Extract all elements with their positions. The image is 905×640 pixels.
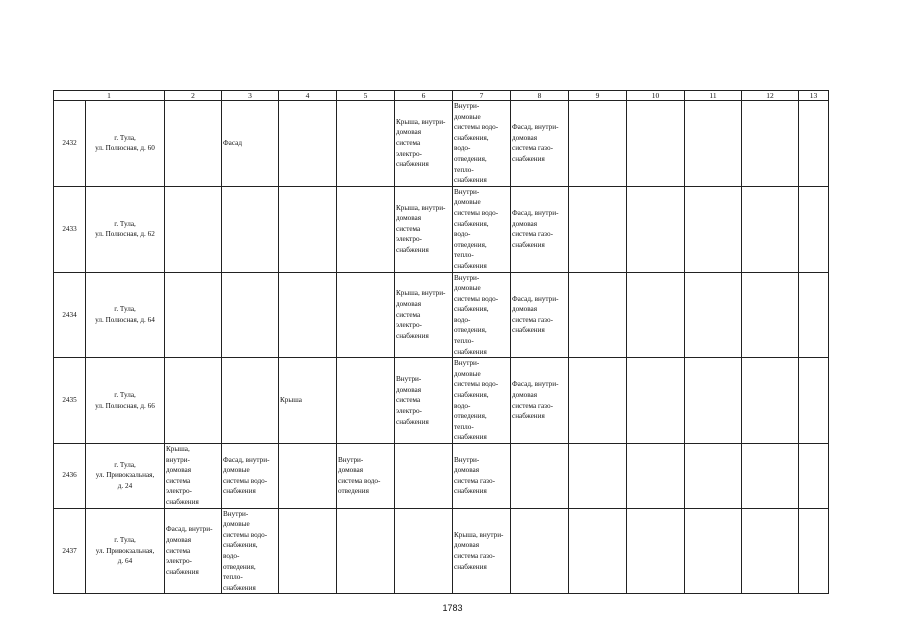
cell-text-line: домовые (223, 520, 250, 529)
address-cell (86, 444, 165, 509)
cell-text-line: г. Тула, (114, 305, 136, 314)
cell-col-5 (337, 358, 395, 444)
cell-text-line: Фасад, внутри- (166, 525, 213, 534)
cell-text-line: Внутри- (454, 102, 480, 110)
cell-text-line: Внутри- (338, 455, 364, 464)
cell-text-line: домовая (512, 219, 538, 228)
cell-text-line: д. 24 (117, 482, 133, 491)
cell-col-11 (685, 358, 742, 444)
table-row (54, 272, 829, 358)
cell-text-line: отведения, (454, 326, 487, 335)
cell-text-line: водо- (454, 401, 471, 410)
cell-col-2 (165, 508, 222, 594)
cell-text-line: водо- (223, 551, 240, 560)
cell-col-8 (511, 508, 569, 594)
cell-text-line: внутри- (166, 455, 190, 464)
cell-col-6 (395, 186, 453, 272)
header-cell-10: 10 (627, 91, 685, 101)
cell-text-line: снабжения (512, 326, 545, 335)
cell-text-line: водо- (454, 315, 471, 324)
cell-col-5 (337, 444, 395, 509)
cell-text-line: г. Тула, (114, 391, 136, 400)
cell-text-line: домовая (166, 536, 192, 545)
header-row (54, 91, 829, 101)
cell-text-line: домовые (454, 369, 481, 378)
cell-col-13 (799, 101, 829, 187)
cell-col-12 (742, 186, 799, 272)
cell-col-9 (569, 508, 627, 594)
cell-col-7 (453, 508, 511, 594)
cell-text-line: снабжения (396, 246, 429, 255)
cell-text-line: домовая (454, 466, 480, 475)
cell-col-9 (569, 186, 627, 272)
cell-col-9 (569, 272, 627, 358)
cell-col-4 (279, 508, 337, 594)
table-body (54, 101, 829, 594)
cell-col-13 (799, 444, 829, 509)
cell-text-line: Крыша, внутри- (396, 289, 446, 298)
cell-col-11 (685, 101, 742, 187)
header-cell-2: 2 (165, 91, 222, 101)
cell-text-line: г. Тула, (114, 536, 136, 545)
cell-col-4 (279, 358, 337, 444)
cell-col-12 (742, 272, 799, 358)
address-cell (86, 358, 165, 444)
cell-text-line: снабжения (223, 583, 256, 592)
cell-col-10 (627, 358, 685, 444)
cell-col-11 (685, 508, 742, 594)
cell-text-line: система газо- (454, 476, 495, 485)
cell-text-line: система (166, 476, 191, 485)
cell-text-line: тепло- (454, 251, 474, 260)
cell-col-2 (165, 444, 222, 509)
cell-col-10 (627, 272, 685, 358)
header-cell-12: 12 (742, 91, 799, 101)
cell-col-13 (799, 358, 829, 444)
cell-col-6 (395, 101, 453, 187)
cell-text-line: снабжения (396, 417, 429, 426)
cell-col-7 (453, 272, 511, 358)
cell-text-line: домовая (396, 299, 422, 308)
cell-text-line: система газо- (512, 401, 553, 410)
cell-col-12 (742, 508, 799, 594)
cell-text-line: домовая (396, 385, 422, 394)
table-row (54, 358, 829, 444)
cell-text-line: Внутри- (454, 455, 480, 464)
cell-text-line: снабжения (396, 331, 429, 340)
cell-text-line: Фасад, внутри- (223, 455, 270, 464)
cell-col-7 (453, 186, 511, 272)
cell-col-11 (685, 186, 742, 272)
cell-col-3 (222, 186, 279, 272)
cell-text-line: водо- (454, 144, 471, 153)
cell-text-line: г. Тула, (114, 133, 136, 142)
cell-text-line: г. Тула, (114, 460, 136, 469)
table-row (54, 508, 829, 594)
address-cell (86, 508, 165, 594)
cell-text-line: Внутри- (454, 273, 480, 282)
cell-col-4 (279, 186, 337, 272)
header-cell-4: 4 (279, 91, 337, 101)
table-row (54, 101, 829, 187)
cell-text-line: домовая (338, 466, 364, 475)
cell-text-line: снабжения (166, 497, 199, 506)
cell-text-line: домовая (512, 391, 538, 400)
cell-text-line: снабжения (454, 261, 487, 270)
cell-text-line: отведения, (454, 412, 487, 421)
cell-col-9 (569, 358, 627, 444)
cell-text-line: Фасад, внутри- (512, 208, 559, 217)
cell-text-line: тепло- (454, 337, 474, 346)
cell-text-line: Внутри- (396, 375, 422, 384)
cell-text-line: домовые (223, 466, 250, 475)
cell-text-line: снабжения, (454, 219, 489, 228)
row-number: 2432 (54, 101, 86, 187)
header-cell-11: 11 (685, 91, 742, 101)
cell-text-line: системы водо- (454, 294, 499, 303)
cell-text-line: системы водо- (454, 380, 499, 389)
cell-col-3 (222, 508, 279, 594)
cell-text-line: электро- (396, 149, 422, 158)
cell-text-line: системы водо- (223, 476, 268, 485)
cell-col-10 (627, 508, 685, 594)
cell-text-line: снабжения (396, 160, 429, 169)
cell-col-7 (453, 358, 511, 444)
row-number: 2435 (54, 358, 86, 444)
header-cell-8: 8 (511, 91, 569, 101)
cell-text-line: системы водо- (223, 530, 268, 539)
cell-text-line: Внутри- (223, 509, 249, 518)
cell-col-5 (337, 101, 395, 187)
cell-col-13 (799, 186, 829, 272)
cell-text-line: домовые (454, 284, 481, 293)
table-row (54, 186, 829, 272)
address-cell (86, 101, 165, 187)
cell-col-4 (279, 101, 337, 187)
cell-text-line: снабжения, (223, 541, 258, 550)
cell-col-13 (799, 272, 829, 358)
cell-col-4 (279, 272, 337, 358)
cell-text-line: система (396, 139, 421, 148)
cell-text-line: электро- (396, 406, 422, 415)
cell-col-10 (627, 444, 685, 509)
cell-text-line: Фасад (223, 139, 242, 148)
cell-text-line: Крыша, внутри- (454, 530, 504, 539)
page-number: 1783 (442, 603, 463, 613)
cell-text-line: ул. Привокзальная, (95, 546, 155, 555)
header-cell-1: 1 (54, 91, 165, 101)
cell-text-line: система (396, 310, 421, 319)
cell-text-line: Фасад, внутри- (512, 380, 559, 389)
cell-text-line: ул. Полюсная, д. 62 (95, 230, 155, 239)
cell-text-line: система (396, 396, 421, 405)
cell-text-line: Крыша, внутри- (396, 117, 446, 126)
header-cell-5: 5 (337, 91, 395, 101)
row-number: 2433 (54, 186, 86, 272)
address-cell (86, 272, 165, 358)
cell-text-line: домовая (166, 466, 192, 475)
cell-text-line: системы водо- (454, 208, 499, 217)
cell-col-6 (395, 272, 453, 358)
cell-text-line: отведения, (454, 240, 487, 249)
cell-text-line: ул. Полюсная, д. 60 (95, 144, 155, 153)
header-cell-13: 13 (799, 91, 829, 101)
cell-text-line: домовая (512, 305, 538, 314)
cell-text-line: тепло- (454, 165, 474, 174)
cell-col-3 (222, 444, 279, 509)
cell-col-10 (627, 186, 685, 272)
cell-text-line: система газо- (512, 144, 553, 153)
cell-text-line: Крыша, внутри- (396, 203, 446, 212)
cell-text-line: электро- (396, 321, 422, 330)
header-cell-6: 6 (395, 91, 453, 101)
cell-text-line: снабжения (454, 176, 487, 185)
cell-text-line: домовые (454, 198, 481, 207)
cell-col-2 (165, 272, 222, 358)
cell-text-line: снабжения (454, 562, 487, 571)
header-cell-9: 9 (569, 91, 627, 101)
cell-text-line: снабжения (512, 154, 545, 163)
cell-col-5 (337, 186, 395, 272)
cell-col-5 (337, 508, 395, 594)
cell-col-3 (222, 358, 279, 444)
cell-col-3 (222, 272, 279, 358)
cell-text-line: Крыша, (166, 445, 190, 453)
cell-text-line: домовые (454, 112, 481, 121)
header-cell-3: 3 (222, 91, 279, 101)
cell-col-3 (222, 101, 279, 187)
cell-text-line: система (166, 546, 191, 555)
cell-col-7 (453, 101, 511, 187)
cell-text-line: Внутри- (454, 359, 480, 368)
table-row (54, 444, 829, 509)
cell-col-12 (742, 358, 799, 444)
cell-text-line: домовая (454, 541, 480, 550)
cell-text-line: электро- (166, 487, 192, 496)
cell-col-11 (685, 272, 742, 358)
cell-text-line: система газо- (454, 551, 495, 560)
cell-col-10 (627, 101, 685, 187)
cell-col-8 (511, 358, 569, 444)
cell-col-6 (395, 508, 453, 594)
cell-text-line: система газо- (512, 230, 553, 239)
cell-text-line: системы водо- (454, 123, 499, 132)
cell-text-line: ул. Полюсная, д. 66 (95, 401, 155, 410)
cell-col-12 (742, 444, 799, 509)
cell-text-line: снабжения (512, 240, 545, 249)
cell-col-8 (511, 186, 569, 272)
cell-col-8 (511, 444, 569, 509)
cell-col-4 (279, 444, 337, 509)
cell-text-line: снабжения (223, 487, 256, 496)
cell-text-line: ул. Привокзальная, (95, 471, 155, 480)
cell-col-2 (165, 358, 222, 444)
cell-text-line: домовая (396, 214, 422, 223)
cell-text-line: д. 64 (117, 557, 133, 566)
cell-text-line: электро- (166, 557, 192, 566)
cell-text-line: снабжения, (454, 305, 489, 314)
cell-col-2 (165, 186, 222, 272)
cell-text-line: Внутри- (454, 187, 480, 196)
cell-col-9 (569, 444, 627, 509)
cell-text-line: система газо- (512, 315, 553, 324)
cell-text-line: снабжения, (454, 133, 489, 142)
cell-text-line: отведения (338, 487, 369, 496)
cell-text-line: домовая (512, 133, 538, 142)
cell-col-7 (453, 444, 511, 509)
cell-text-line: отведения, (454, 154, 487, 163)
cell-col-6 (395, 444, 453, 509)
cell-text-line: домовая (396, 128, 422, 137)
cell-text-line: Фасад, внутри- (512, 294, 559, 303)
cell-col-2 (165, 101, 222, 187)
cell-text-line: снабжения (166, 567, 199, 576)
cell-text-line: водо- (454, 230, 471, 239)
cell-text-line: система (396, 224, 421, 233)
cell-text-line: ул. Полюсная, д. 64 (95, 315, 155, 324)
cell-col-13 (799, 508, 829, 594)
cell-text-line: тепло- (223, 573, 243, 582)
cell-col-9 (569, 101, 627, 187)
cell-text-line: снабжения (512, 412, 545, 421)
cell-text-line: снабжения (454, 347, 487, 356)
header-cell-7: 7 (453, 91, 511, 101)
address-cell (86, 186, 165, 272)
cell-text-line: Крыша (280, 396, 302, 405)
cell-text-line: снабжения (454, 487, 487, 496)
cell-text-line: снабжения (454, 433, 487, 442)
cell-text-line: отведения, (223, 562, 256, 571)
cell-col-12 (742, 101, 799, 187)
cell-col-5 (337, 272, 395, 358)
cell-col-8 (511, 101, 569, 187)
cell-text-line: электро- (396, 235, 422, 244)
cell-text-line: тепло- (454, 422, 474, 431)
work-schedule-table (53, 90, 829, 594)
cell-text-line: Фасад, внутри- (512, 123, 559, 132)
cell-col-6 (395, 358, 453, 444)
cell-text-line: г. Тула, (114, 219, 136, 228)
cell-text-line: система водо- (338, 476, 381, 485)
cell-col-11 (685, 444, 742, 509)
row-number: 2434 (54, 272, 86, 358)
row-number: 2436 (54, 444, 86, 509)
cell-col-8 (511, 272, 569, 358)
cell-text-line: снабжения, (454, 391, 489, 400)
row-number: 2437 (54, 508, 86, 594)
